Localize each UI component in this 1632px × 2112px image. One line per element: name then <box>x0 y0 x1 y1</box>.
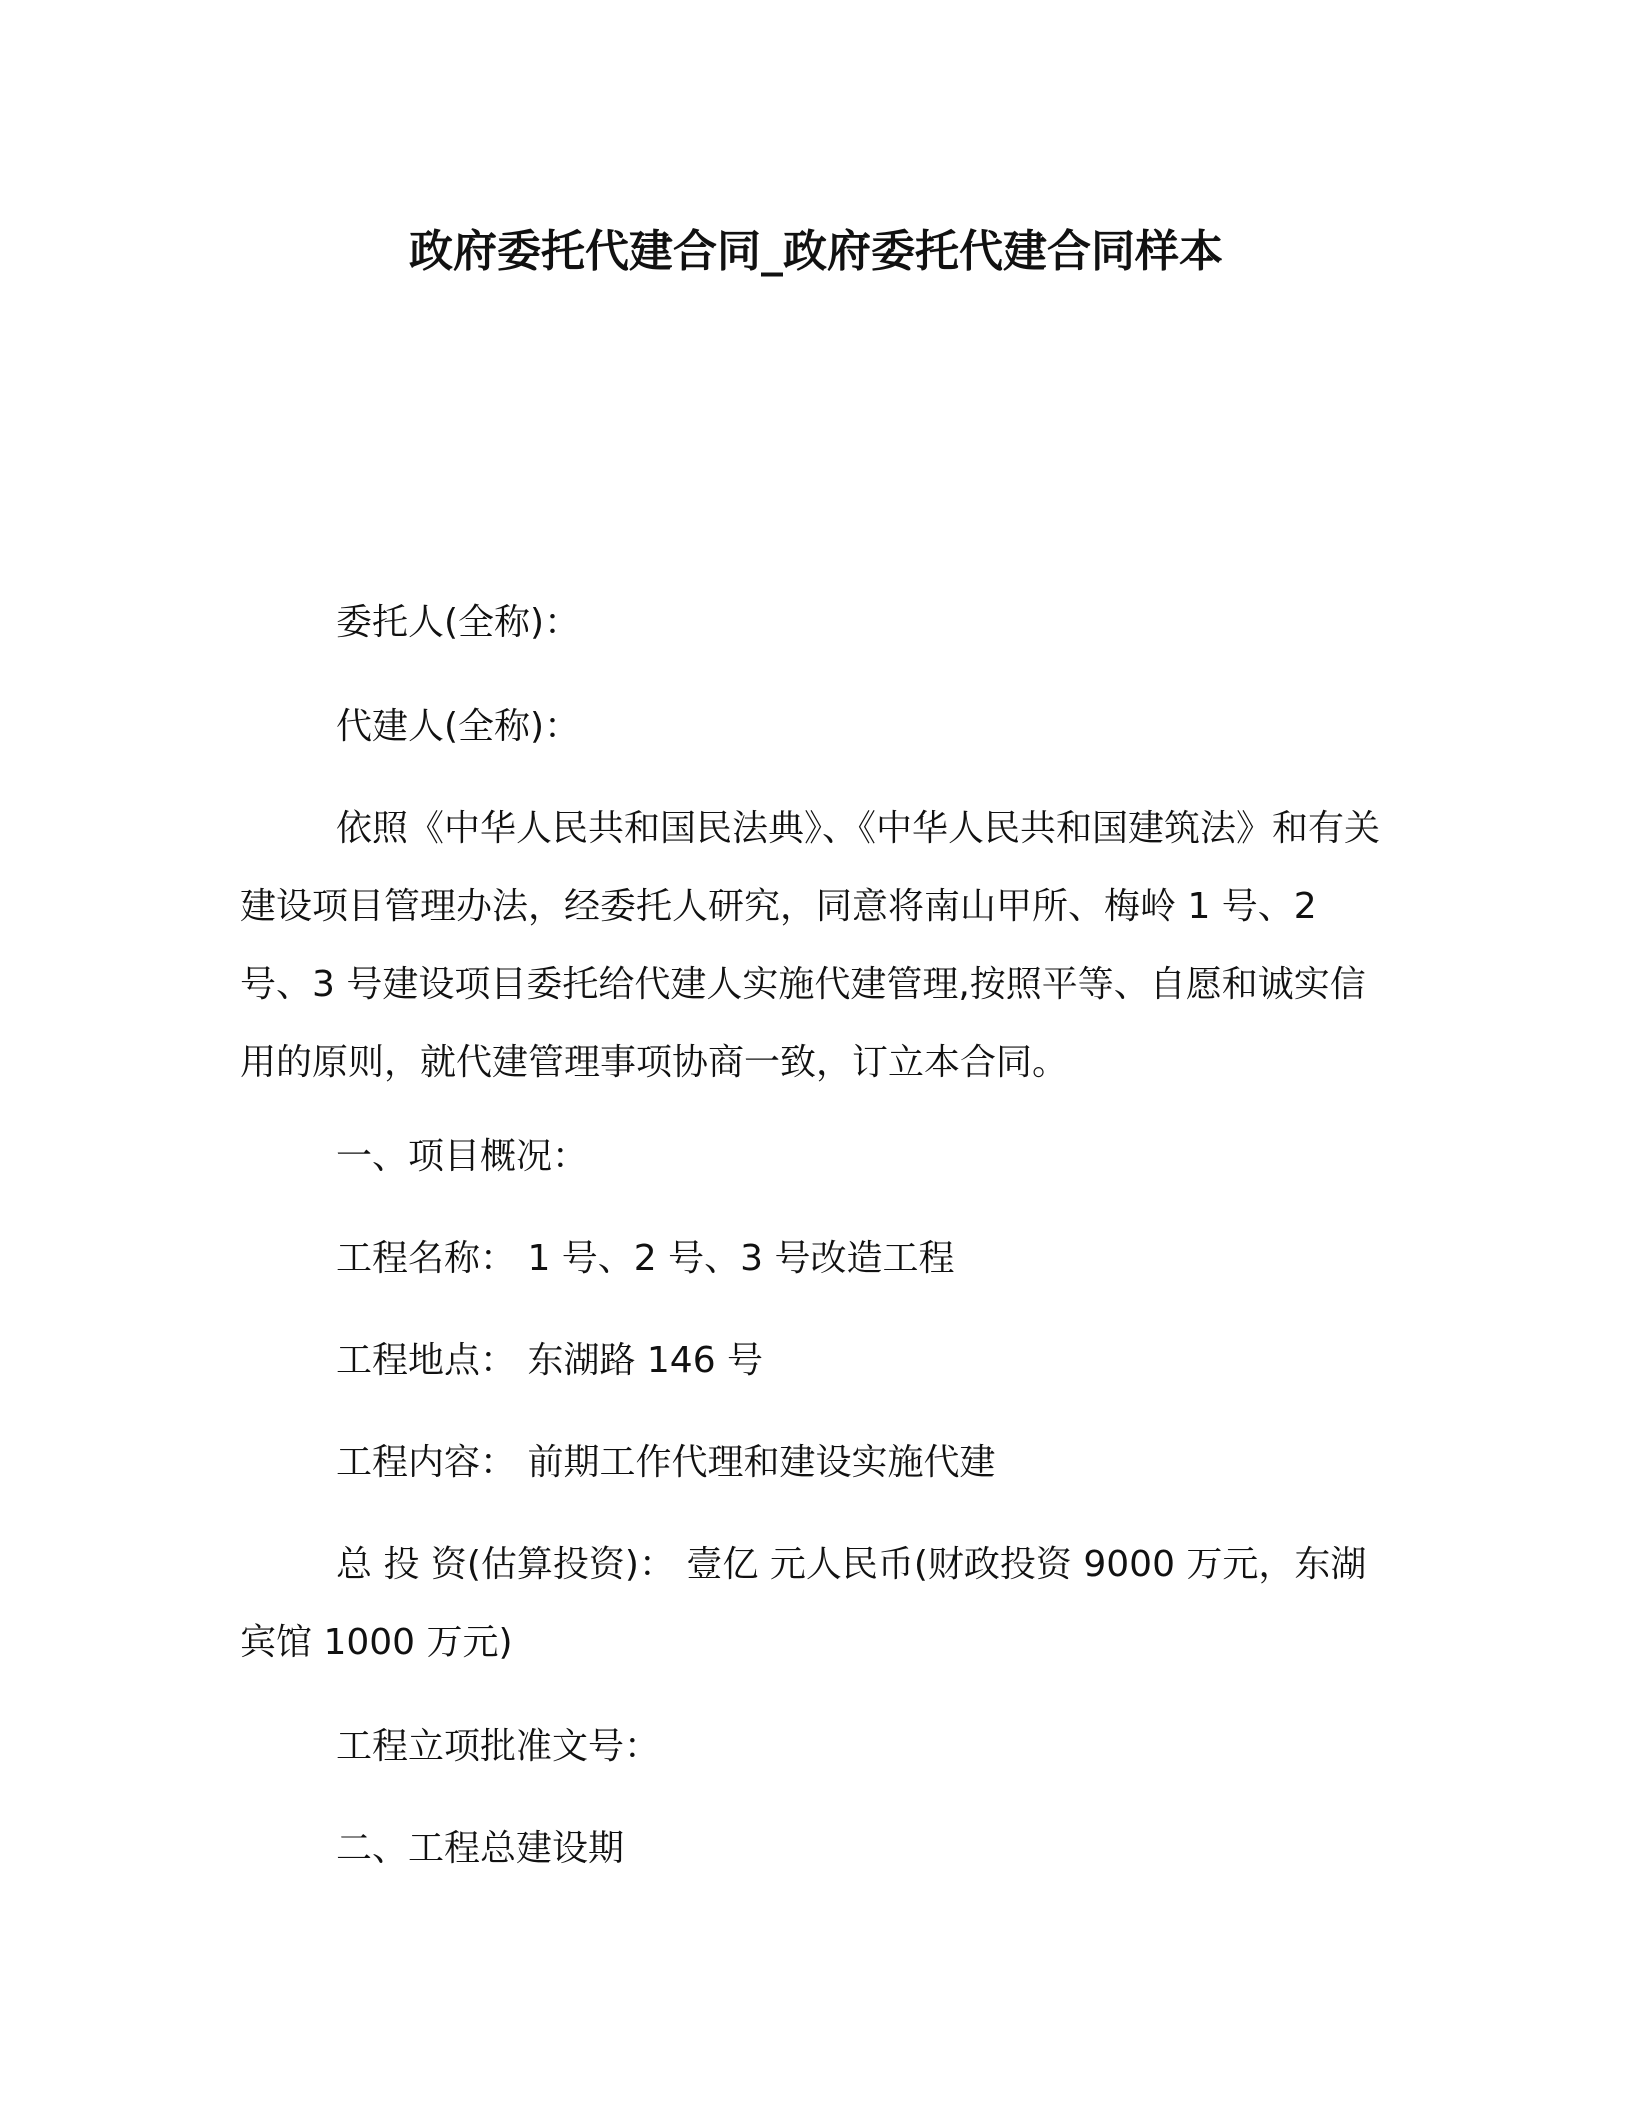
paragraph-agent: 代建人(全称)： <box>336 706 581 747</box>
paragraph-approval-number: 工程立项批准文号： <box>336 1726 661 1767</box>
paragraph-total-investment: 总 投 资(估算投资)： 壹亿 元人民币(财政投资 9000 万元，东湖宾馆 1000 万元) <box>240 1544 1367 1663</box>
paragraph-preamble: 依照《中华人民共和国民法典》、《中华人民共和国建筑法》和有关建设项目管理办法，经委托人研究，同意将南山甲所、梅岭 1 号、2 号、3 号建设项目委托给代建人实施代建管理,按照平等、自愿和诚实信用的原则，就代建管理事项协商一致，订立本合同。 <box>240 808 1381 1083</box>
paragraph-project-location: 工程地点： 东湖路 146 号 <box>336 1340 764 1381</box>
paragraph-client: 委托人(全称)： <box>336 602 581 643</box>
document-title: 政府委托代建合同_政府委托代建合同样本 <box>409 226 1223 277</box>
paragraph-project-content: 工程内容： 前期工作代理和建设实施代建 <box>336 1442 996 1483</box>
paragraph-section-1-heading: 一、项目概况： <box>336 1136 589 1177</box>
paragraph-project-name: 工程名称： 1 号、2 号、3 号改造工程 <box>336 1238 955 1279</box>
paragraph-section-2-heading: 二、工程总建设期 <box>336 1828 625 1869</box>
